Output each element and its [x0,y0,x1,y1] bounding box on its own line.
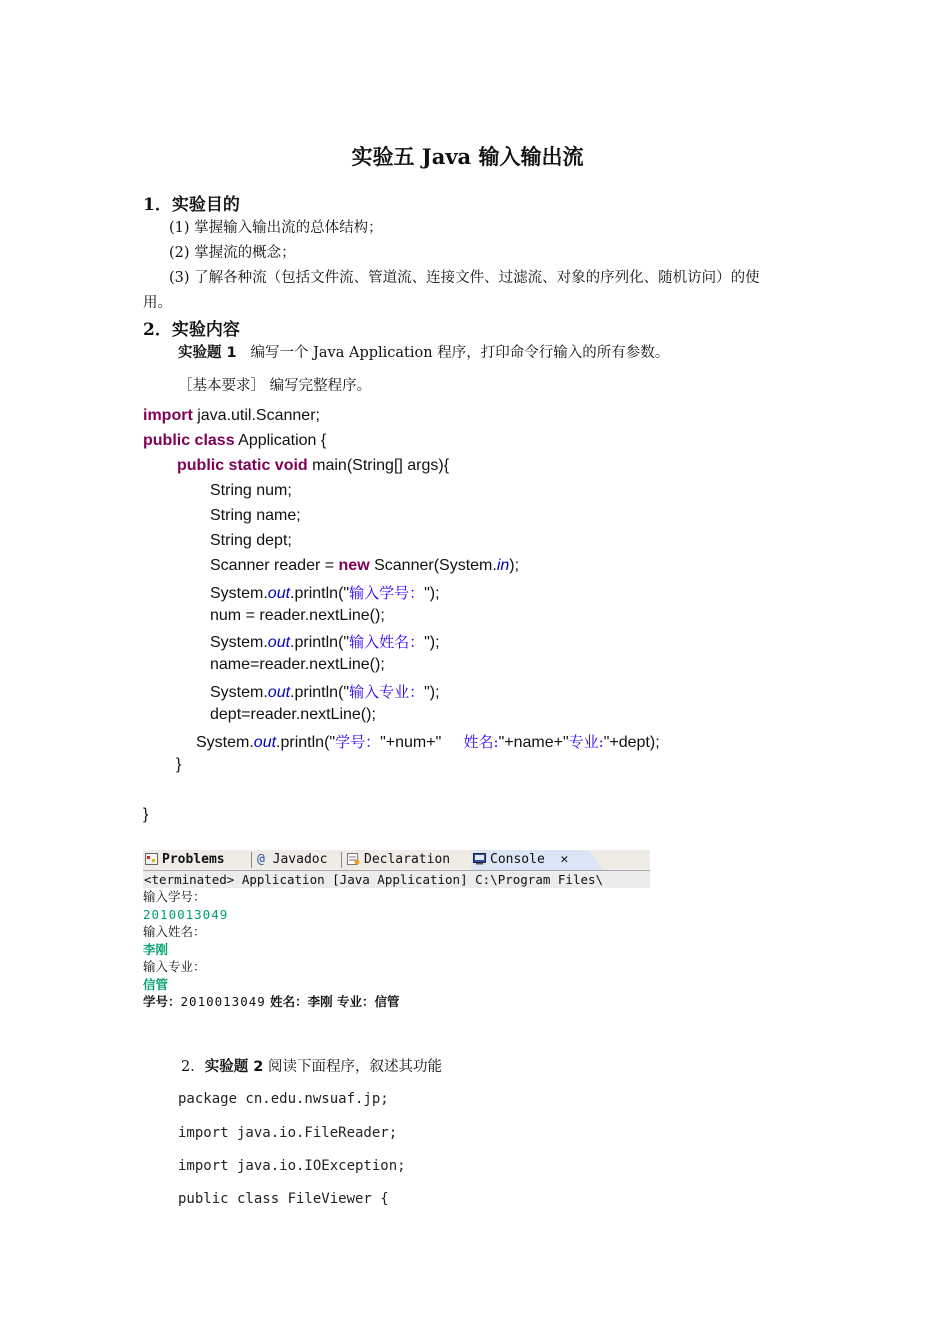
code-line-dept: String dept; [210,532,292,549]
console-input-2: 李刚 [143,941,169,957]
code-line-print-2: System.out.println("输入姓名："); [210,633,440,651]
close-icon[interactable]: ✕ [560,852,569,867]
declaration-icon [347,852,360,864]
console-result: 学号：2010013049 姓名：李刚 专业：信管 [143,994,400,1009]
code-line-print-1: System.out.println("输入学号："); [210,584,440,602]
section-heading-content: 2．实验内容 [143,320,240,340]
tab-problems[interactable]: Problems [143,850,251,870]
code-line-print-3: System.out.println("输入专业："); [210,683,440,701]
task1-label: 实验题 1 [178,345,237,361]
objective-item-2: (2) 掌握流的概念； [169,245,296,261]
section-heading-objective: 1．实验目的 [143,195,240,215]
task1-text: 编写一个 Java Application 程序，打印命令行输入的所有参数。 [250,345,670,361]
objective-item-3: (3) 了解各种流（包括文件流、管道流、连接文件、过滤流、对象的序列化、随机访问）的使 [169,270,760,286]
tab-javadoc[interactable]: @ Javadoc [257,852,328,867]
at-icon: @ [257,852,265,867]
code2-line-4: public class FileViewer { [178,1191,389,1207]
console-input-1: 2010013049 [143,906,229,922]
code-line-import: import java.util.Scanner; [143,407,320,424]
code2-line-2: import java.io.FileReader; [178,1125,398,1141]
requirement-line: ［基本要求］ 编写完整程序。 [178,378,372,394]
console-prompt-1: 输入学号： [143,889,206,904]
code-line-read-name: name=reader.nextLine(); [210,656,385,673]
code-line-num: String num; [210,482,292,499]
code-line-read-dept: dept=reader.nextLine(); [210,706,376,723]
code-line-class: public class Application { [143,432,327,449]
code-line-read-num: num = reader.nextLine(); [210,607,385,624]
code2-line-3: import java.io.IOException; [178,1158,406,1174]
task2-label: 实验题 2 [204,1059,264,1075]
code2-line-1: package cn.edu.nwsuaf.jp; [178,1091,389,1107]
code-line-print-all: System.out.println("学号："+num+" 姓名:"+name+"专业:"+dept); [196,733,660,751]
console-prompt-2: 输入姓名： [143,924,206,939]
page-title: 实验五 Java 输入输出流 [351,144,584,169]
task2-line: 2．实验题 2 阅读下面程序，叙述其功能 [181,1059,442,1075]
code-close-class: } [143,806,149,823]
code-line-scanner: Scanner reader = new Scanner(System.in); [210,557,520,574]
console-prompt-3: 输入专业： [143,959,206,974]
console-icon [473,852,486,864]
code-line-name: String name; [210,507,301,524]
code-close-main: } [176,756,182,773]
console-input-3: 信管 [143,976,169,992]
console-status-line: <terminated> Application [Java Application] C:\Program Files\ [143,871,650,888]
tab-corner-shape [583,850,603,870]
console-tab-bar [143,850,650,871]
tab-declaration[interactable]: Declaration [345,850,469,870]
code-line-main: public static void main(String[] args){ [177,457,450,474]
task1-line [178,341,669,362]
objective-item-1: (1) 掌握输入输出流的总体结构； [169,220,383,236]
problems-icon [145,852,158,864]
objective-item-3-cont: 用。 [143,295,172,311]
console-panel [143,850,650,1011]
tab-console[interactable]: Console ✕ [471,850,585,870]
